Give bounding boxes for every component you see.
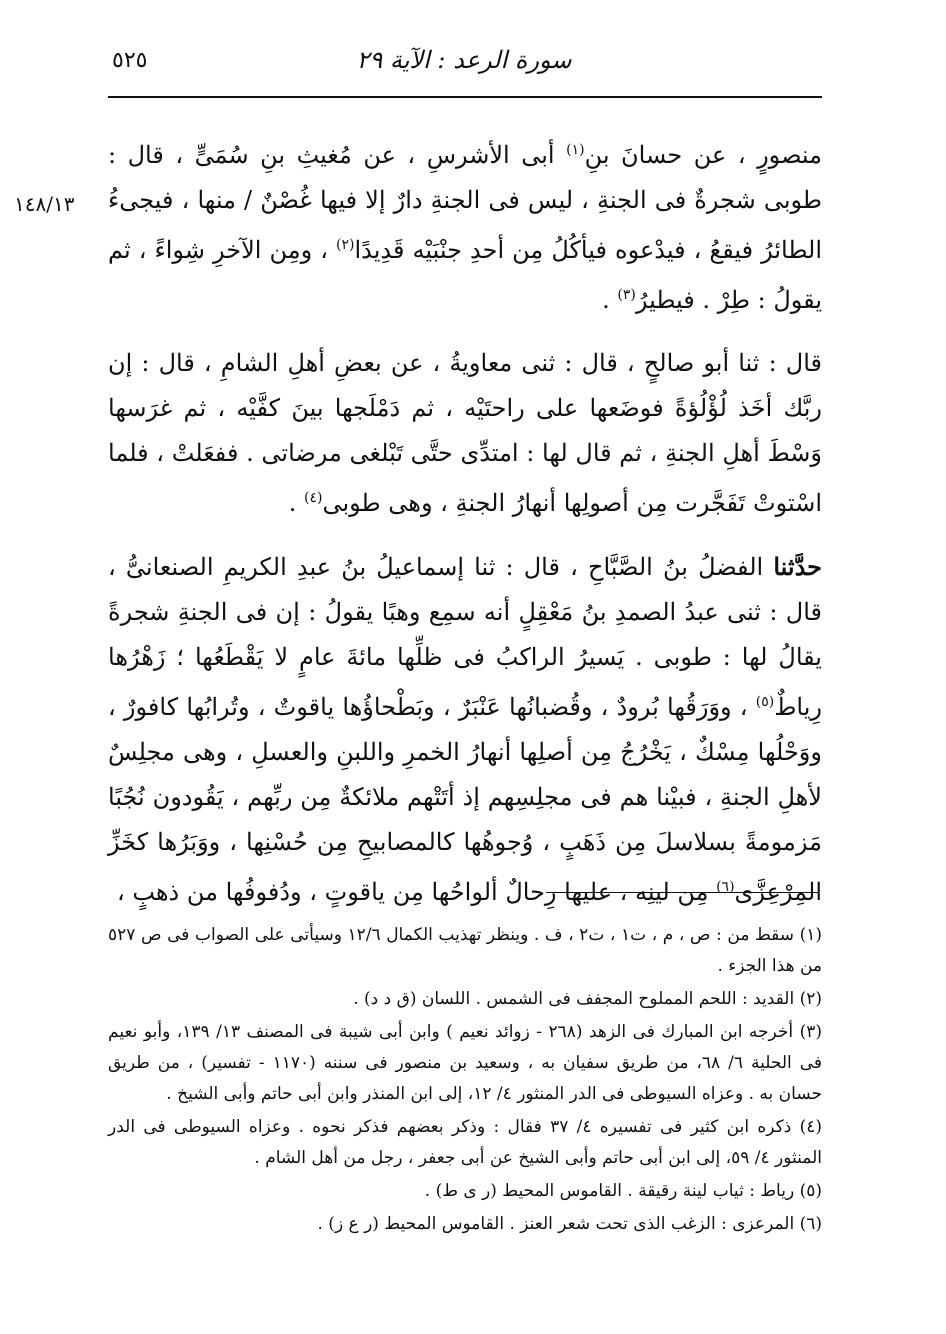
margin-reference: ١٤٨/١٣ xyxy=(14,192,75,216)
paragraph-text: الفضلُ بنُ الصَّبَّاحِ ، قال : ثنا إسماعيلُ بنُ عبدِ الكريمِ الصنعانىُّ ، قال : ثنى عبدُ الصمدِ بنُ مَعْقِلٍ أنه سمِع وهبًا يقولُ : إن فى الجنةِ شجرةً يقالُ لها : طوبى . يَسيرُ الراكبُ فى ظلِّها مائةَ عامٍ لا يَقْطَعُها ؛ زَهْرُها رِياطٌ xyxy=(108,553,822,721)
paragraph-text: . xyxy=(288,489,304,517)
footnotes xyxy=(108,920,822,1242)
footnote-5: (٥) رياط : ثياب لينة رقيقة . القاموس المحيط (ر ى ط) . xyxy=(424,1181,822,1201)
header-rule xyxy=(108,96,822,98)
paragraph-text: أبى الأشرسِ ، عن مُغيثِ بنِ سُمَىٍّ ، قال : طوبى شجرةٌ فى الجنةِ ، ليس فى الجنةِ دارٌ إلا فيها غُصْنٌ / منها ، فيجىءُ الطائرُ فيقعُ ، فيدْعوه فيأكُلُ مِن أحدِ جنْبَيْه قَدِيدًا xyxy=(108,141,823,264)
footnote-3: (٣) أخرجه ابن المبارك فى الزهد (٢٦٨ - زوائد نعيم ) وابن أبى شيبة فى المصنف ١٣/ ١٣٩، وأبو نعيم فى الحلية ٦/ ٦٨، من طريق سفيان به ، وسعيد بن منصور فى سننه (١١٧٠ - تفسير) ، من طريق حسان به . وعزاه السيوطى فى الدر المنثور ٤/ ١٢، إلى ابن المنذر وابن أبى حاتم وأبى الشيخ . xyxy=(108,1022,823,1104)
footnote-marker: (٢) xyxy=(336,237,355,253)
footnote-marker: (٤) xyxy=(304,490,323,506)
footnote-separator xyxy=(546,892,818,893)
paragraph-text: ، ومِن الآخرِ شِواءً ، ثم يقولُ : طِرْ . فيطيرُ xyxy=(108,236,822,314)
running-title: سورة الرعد : الآية ٢٩ xyxy=(356,46,572,74)
footnote-6: (٦) المرعزى : الزغب الذى تحت شعر العنز . القاموس المحيط (ر ع ز) . xyxy=(317,1214,822,1234)
paragraph-lead-word: حدَّثنا xyxy=(773,552,822,581)
paragraph-text: منصورٍ ، عن حسانَ بنِ xyxy=(584,141,822,169)
footnote-marker: (٥) xyxy=(755,694,775,710)
footnote-1: (١) سقط من : ص ، م ، ت١ ، ت٢ ، ف . وينظر تهذيب الكمال ١٢/٦ وسيأتى على الصواب فى ص ٥٢٧ من هذا الجزء . xyxy=(108,925,822,976)
paragraph-text: قال : ثنا أبو صالحٍ ، قال : ثنى معاويةُ ، عن بعضِ أهلِ الشامِ ، قال : إن ربَّك أخَذ لُؤْلُؤةً فوضَعها على راحتَيْه ، ثم دَمْلَجها بينَ كفَّيْه ، ثم غرَسها وَسْطَ أهلِ الجنةِ ، ثم قال لها : امتدِّى حتَّى تَبْلغى مرضاتى . ففعَلتْ ، فلما اسْتوتْ تَفَجَّرت مِن أصولِها أنهارُ الجنةِ ، وهى طوبى xyxy=(108,349,822,517)
footnote-marker: (١) xyxy=(566,142,585,158)
paragraph-text: مِن لينِه ، عليها رِحالٌ ألواحُها مِن ياقوتٍ ، ودُفوفُها من ذهبٍ ، xyxy=(116,878,717,906)
page-number: ٥٢٥ xyxy=(112,48,148,73)
page-header xyxy=(108,44,820,84)
paragraph-1 xyxy=(108,128,822,323)
footnote-marker: (٣) xyxy=(617,287,636,303)
paragraph-text: . xyxy=(602,286,618,314)
footnote-2: (٢) القديد : اللحم المملوح المجفف فى الشمس . اللسان (ق د د) . xyxy=(353,989,822,1009)
footnote-marker: (٦) xyxy=(716,879,735,895)
paragraph-3 xyxy=(108,544,822,915)
paragraph-2 xyxy=(108,341,822,526)
footnote-4: (٤) ذكره ابن كثير فى تفسيره ٤/ ٣٧ فقال : وذكر بعضهم فذكر نحوه . وعزاه السيوطى فى الدر المنثور ٤/ ٥٩، إلى ابن أبى حاتم وأبى الشيخ عن أبى جعفر ، رجل من أهل الشام . xyxy=(108,1117,822,1168)
paragraph-text: ، ووَرَقُها بُرودٌ ، وقُضبانُها عَنْبَرٌ ، وبَطْحاؤُها ياقوتٌ ، وتُرابُها كافورٌ ، ووَحْلُها مِسْكٌ ، يَخْرُجُ مِن أصلِها أنهارُ الخمرِ واللبنِ والعسلِ ، وهى مجلِسٌ لأهلِ الجنةِ ، فبيْنا هم فى مجلِسِهم إذ أتَتْهم ملائكةٌ مِن ربِّهم ، يَقُودون نُجُبًا مَزمومةً بسلاسلَ مِن ذَهَبٍ ، وُجوهُها كالمصابيحِ مِن حُسْنِها ، ووَبَرُها كخَزِّ المِرْعِزَّى xyxy=(108,693,822,906)
main-text xyxy=(108,128,822,915)
